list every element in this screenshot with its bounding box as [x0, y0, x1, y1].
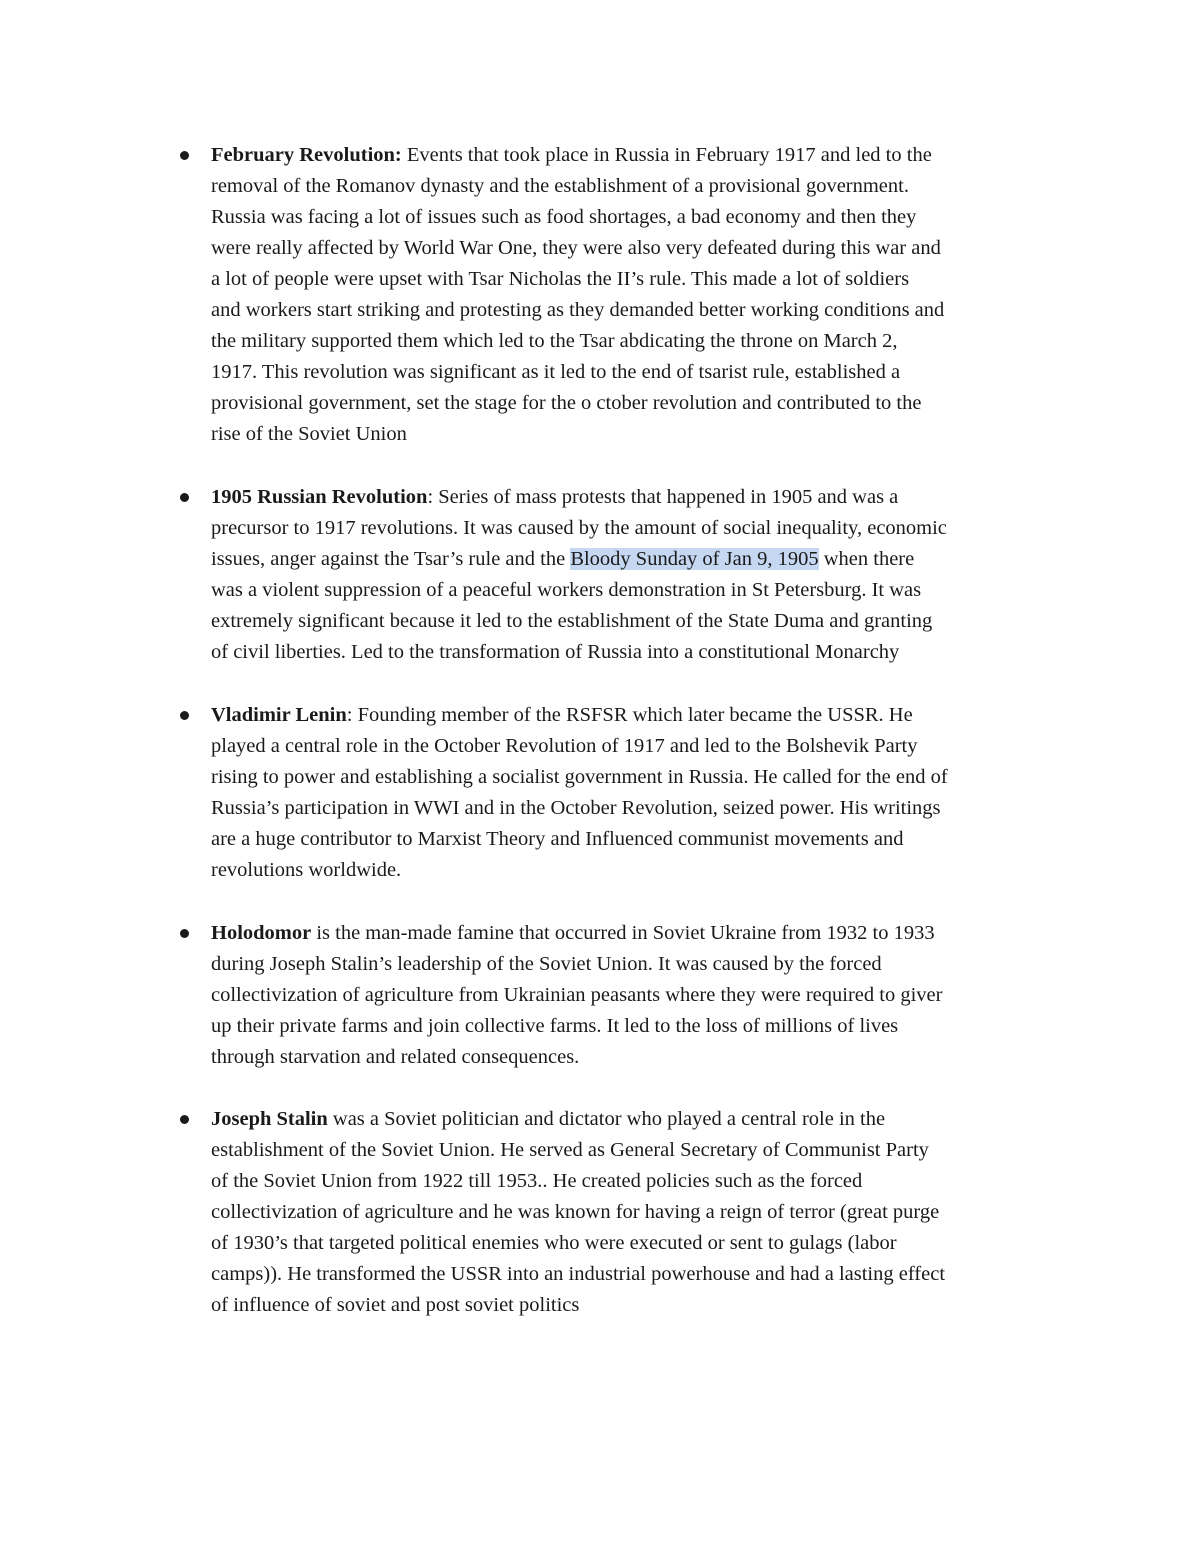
text-line — [211, 233, 1061, 264]
bullet-icon — [180, 711, 189, 720]
text-line — [211, 544, 1061, 575]
line-text: : Series of mass protests that happened in 1905 and was a — [427, 486, 899, 508]
text-line — [211, 1011, 1061, 1042]
text-line — [211, 949, 1061, 980]
text-line — [211, 1290, 1061, 1321]
text-line — [211, 1104, 1061, 1135]
line-text: revolutions worldwide. — [211, 859, 402, 881]
text-line — [211, 326, 1061, 357]
bullet-icon — [180, 151, 189, 160]
line-text: was a violent suppression of a peaceful workers demonstration in St Petersburg. It was — [211, 579, 922, 601]
line-text: and workers start striking and protesting as they demanded better working conditions and — [211, 299, 945, 321]
line-text: when there — [818, 548, 915, 570]
entry-term: 1905 Russian Revolution — [211, 486, 428, 508]
text-line — [211, 1197, 1061, 1228]
line-text: were really affected by World War One, they were also very defeated during this war and — [211, 237, 941, 259]
text-line — [211, 575, 1061, 606]
entry-text — [211, 1104, 1061, 1321]
entry-term: Joseph Stalin — [211, 1108, 328, 1130]
line-text: collectivization of agriculture and he was known for having a reign of terror (great purge — [211, 1201, 940, 1223]
line-text: are a huge contributor to Marxist Theory and Influenced communist movements and — [211, 828, 904, 850]
entry-text — [211, 482, 1061, 668]
line-text: of influence of soviet and post soviet politics — [211, 1294, 580, 1316]
text-line — [211, 140, 1061, 171]
text-line — [211, 637, 1061, 668]
text-line — [211, 824, 1061, 855]
line-text: rise of the Soviet Union — [211, 423, 407, 445]
line-text: through starvation and related consequences. — [211, 1046, 580, 1068]
line-text: a lot of people were upset with Tsar Nicholas the II’s rule. This made a lot of soldiers — [211, 268, 910, 290]
text-line — [211, 513, 1061, 544]
line-text: is the man-made famine that occurred in Soviet Ukraine from 1932 to 1933 — [311, 922, 935, 944]
line-text: provisional government, set the stage for the o ctober revolution and contributed to the — [211, 392, 922, 414]
text-line — [211, 1259, 1061, 1290]
text-line — [211, 793, 1061, 824]
line-text: extremely significant because it led to the establishment of the State Duma and granting — [211, 610, 933, 632]
text-line — [211, 1042, 1061, 1073]
line-text: 1917. This revolution was significant as it led to the end of tsarist rule, established a — [211, 361, 901, 383]
line-text: Events that took place in Russia in February 1917 and led to the — [401, 144, 932, 166]
text-line — [211, 762, 1061, 793]
line-text: up their private farms and join collective farms. It led to the loss of millions of lives — [211, 1015, 899, 1037]
text-line — [211, 357, 1061, 388]
entry-term: February Revolution: — [211, 144, 402, 166]
text-line — [211, 855, 1061, 886]
line-text: of the Soviet Union from 1922 till 1953.. He created policies such as the forced — [211, 1170, 863, 1192]
text-line — [211, 1228, 1061, 1259]
line-text: precursor to 1917 revolutions. It was caused by the amount of social inequality, economic — [211, 517, 947, 539]
text-line — [211, 980, 1061, 1011]
highlighted-text: Bloody Sunday of Jan 9, 1905 — [570, 548, 819, 570]
text-line — [211, 171, 1061, 202]
line-text: establishment of the Soviet Union. He served as General Secretary of Communist Party — [211, 1139, 929, 1161]
text-line — [211, 606, 1061, 637]
text-line — [211, 202, 1061, 233]
line-text: Russia’s participation in WWI and in the October Revolution, seized power. His writings — [211, 797, 941, 819]
text-line — [211, 419, 1061, 450]
entry-text — [211, 700, 1061, 886]
text-line — [211, 731, 1061, 762]
entry-term: Holodomor — [211, 922, 312, 944]
text-line — [211, 1135, 1061, 1166]
line-text: during Joseph Stalin’s leadership of the Soviet Union. It was caused by the forced — [211, 953, 882, 975]
line-text: rising to power and establishing a socialist government in Russia. He called for the end of — [211, 766, 948, 788]
line-text: camps)). He transformed the USSR into an industrial powerhouse and had a lasting effect — [211, 1263, 946, 1285]
entry-term: Vladimir Lenin — [211, 704, 347, 726]
text-line — [211, 1166, 1061, 1197]
line-text: : Founding member of the RSFSR which later became the USSR. He — [346, 704, 913, 726]
entry-text — [211, 140, 1061, 450]
bullet-icon — [180, 493, 189, 502]
line-text: collectivization of agriculture from Ukrainian peasants where they were required to giver — [211, 984, 943, 1006]
text-line — [211, 700, 1061, 731]
line-text: of 1930’s that targeted political enemies who were executed or sent to gulags (labor — [211, 1232, 897, 1254]
text-line — [211, 482, 1061, 513]
text-line — [211, 295, 1061, 326]
line-text: Russia was facing a lot of issues such as food shortages, a bad economy and then they — [211, 206, 917, 228]
entry-text — [211, 918, 1061, 1073]
line-text: played a central role in the October Revolution of 1917 and led to the Bolshevik Party — [211, 735, 918, 757]
bullet-icon — [180, 929, 189, 938]
line-text: issues, anger against the Tsar’s rule and the — [211, 548, 571, 570]
text-line — [211, 918, 1061, 949]
line-text: of civil liberties. Led to the transformation of Russia into a constitutional Monarchy — [211, 641, 900, 663]
text-line — [211, 264, 1061, 295]
line-text: the military supported them which led to the Tsar abdicating the throne on March 2, — [211, 330, 898, 352]
line-text: removal of the Romanov dynasty and the establishment of a provisional government. — [211, 175, 909, 197]
line-text: was a Soviet politician and dictator who played a central role in the — [327, 1108, 886, 1130]
text-line — [211, 388, 1061, 419]
bullet-icon — [180, 1115, 189, 1124]
